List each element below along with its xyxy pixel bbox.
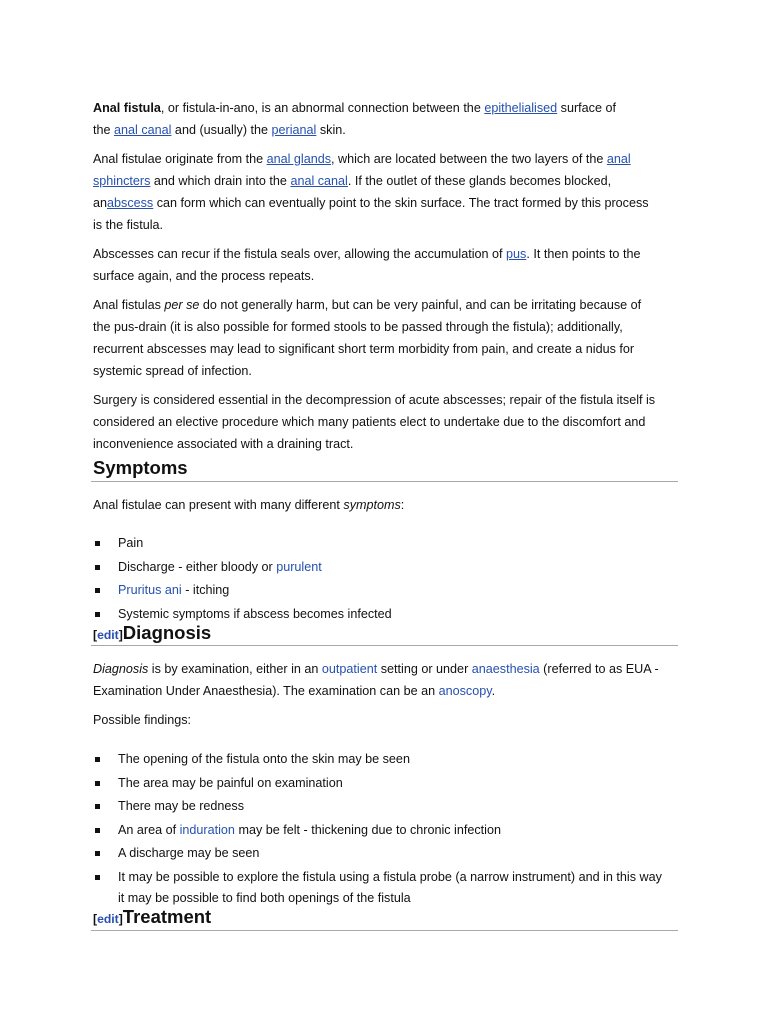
link-outpatient[interactable]: outpatient [321,662,378,676]
diagnosis-heading [93,622,211,646]
intro-paragraph-5: Surgery is considered essential in the decompression of acute abscesses; repair of the fistula itself is considered an elective procedure which many patients elect to undertake due to the discomfort and inconvenience associated with a draining tract. [93,393,656,451]
bullet-icon [95,875,100,880]
list-item: Pain [93,533,683,557]
bullet-icon [95,541,100,546]
link-anal-canal[interactable]: anal canal [114,123,172,137]
intro-paragraph-2: Anal fistulae originate from the anal glands, which are located between the two layers of the anal sphincters and which drain into the anal canal. If the outlet of these glands becomes blocked, anabscess can form which can eventually point to the skin surface. The tract formed by this process is the fistula. [93,152,649,232]
edit-link-treatment: [edit] [93,912,123,926]
link-anal-glands[interactable]: anal glands [266,152,332,166]
article-title-term: Anal fistula [93,101,161,115]
bullet-icon [95,851,100,856]
bullet-icon [95,804,100,809]
link-anoscopy[interactable]: anoscopy [438,684,492,698]
treatment-heading-text: Treatment [122,906,212,927]
link-perianal[interactable]: perianal [271,123,317,137]
link-abscess[interactable]: abscess [107,196,154,210]
symptoms-heading: Symptoms [93,457,188,478]
symptoms-heading-rule [91,481,678,482]
bullet-icon [95,588,100,593]
intro-paragraph-3: Abscesses can recur if the fistula seals over, allowing the accumulation of pus. It then points to the surface again, and the process repeats. [93,247,641,283]
intro-paragraph-1: Anal fistula, or fistula-in-ano, is an abnormal connection between the epithelialised surface of the anal canal and (usually) the perianal skin. [93,101,616,137]
symptoms-lead: Anal fistulae can present with many different symptoms: [93,498,405,512]
diagnosis-paragraph: Diagnosis is by examination, either in an outpatient setting or under anaesthesia (referred to as EUA - Examination Under Anaesthesia). The examination can be an anoscopy. [93,662,659,698]
possible-findings-label: Possible findings: [93,713,192,727]
list-item: Pruritus ani - itching [93,580,683,604]
findings-list [93,749,683,909]
symptoms-list [93,533,683,627]
edit-link-diagnosis: [edit] [93,628,123,642]
diagnosis-heading-text: Diagnosis [122,622,212,643]
link-anaesthesia[interactable]: anaesthesia [471,662,540,676]
list-item: The area may be painful on examination [93,773,683,797]
edit-diagnosis-link[interactable]: edit [97,628,119,642]
link-epithelialised[interactable]: epithelialised [484,101,558,115]
list-item: There may be redness [93,796,683,820]
treatment-heading [93,906,211,930]
link-anal-canal-2[interactable]: anal canal [290,174,348,188]
link-anal-sphincters-part1[interactable]: anal [606,152,631,166]
link-pruritus-ani[interactable]: Pruritus ani [118,583,182,597]
list-item: It may be possible to explore the fistula using a fistula probe (a narrow instrument) and in this way it may be possible to find both openings of the fistula [93,867,683,909]
bullet-icon [95,612,100,617]
link-induration[interactable]: induration [179,822,235,837]
diagnosis-heading-rule [91,645,678,646]
list-item: A discharge may be seen [93,843,683,867]
edit-treatment-link[interactable]: edit [97,912,119,926]
bullet-icon [95,781,100,786]
link-pus[interactable]: pus [506,247,527,261]
treatment-heading-rule [91,930,678,931]
bullet-icon [95,757,100,762]
link-anal-sphincters-part2[interactable]: sphincters [93,174,151,188]
bullet-icon [95,565,100,570]
link-purulent[interactable]: purulent [276,559,322,574]
intro-paragraph-4: Anal fistulas per se do not generally harm, but can be very painful, and can be irritating because of the pus-drain (it is also possible for formed stools to be passed through the fistula); additionally, recurrent abscesses may lead to significant short term morbidity from pain, and create a nidus for systemic spread of infection. [93,298,642,378]
list-item: An area of induration may be felt - thickening due to chronic infection [93,820,683,844]
list-item: Discharge - either bloody or purulent [93,557,683,581]
list-item: The opening of the fistula onto the skin may be seen [93,749,683,773]
bullet-icon [95,828,100,833]
list-item: Systemic symptoms if abscess becomes infected [93,604,683,628]
